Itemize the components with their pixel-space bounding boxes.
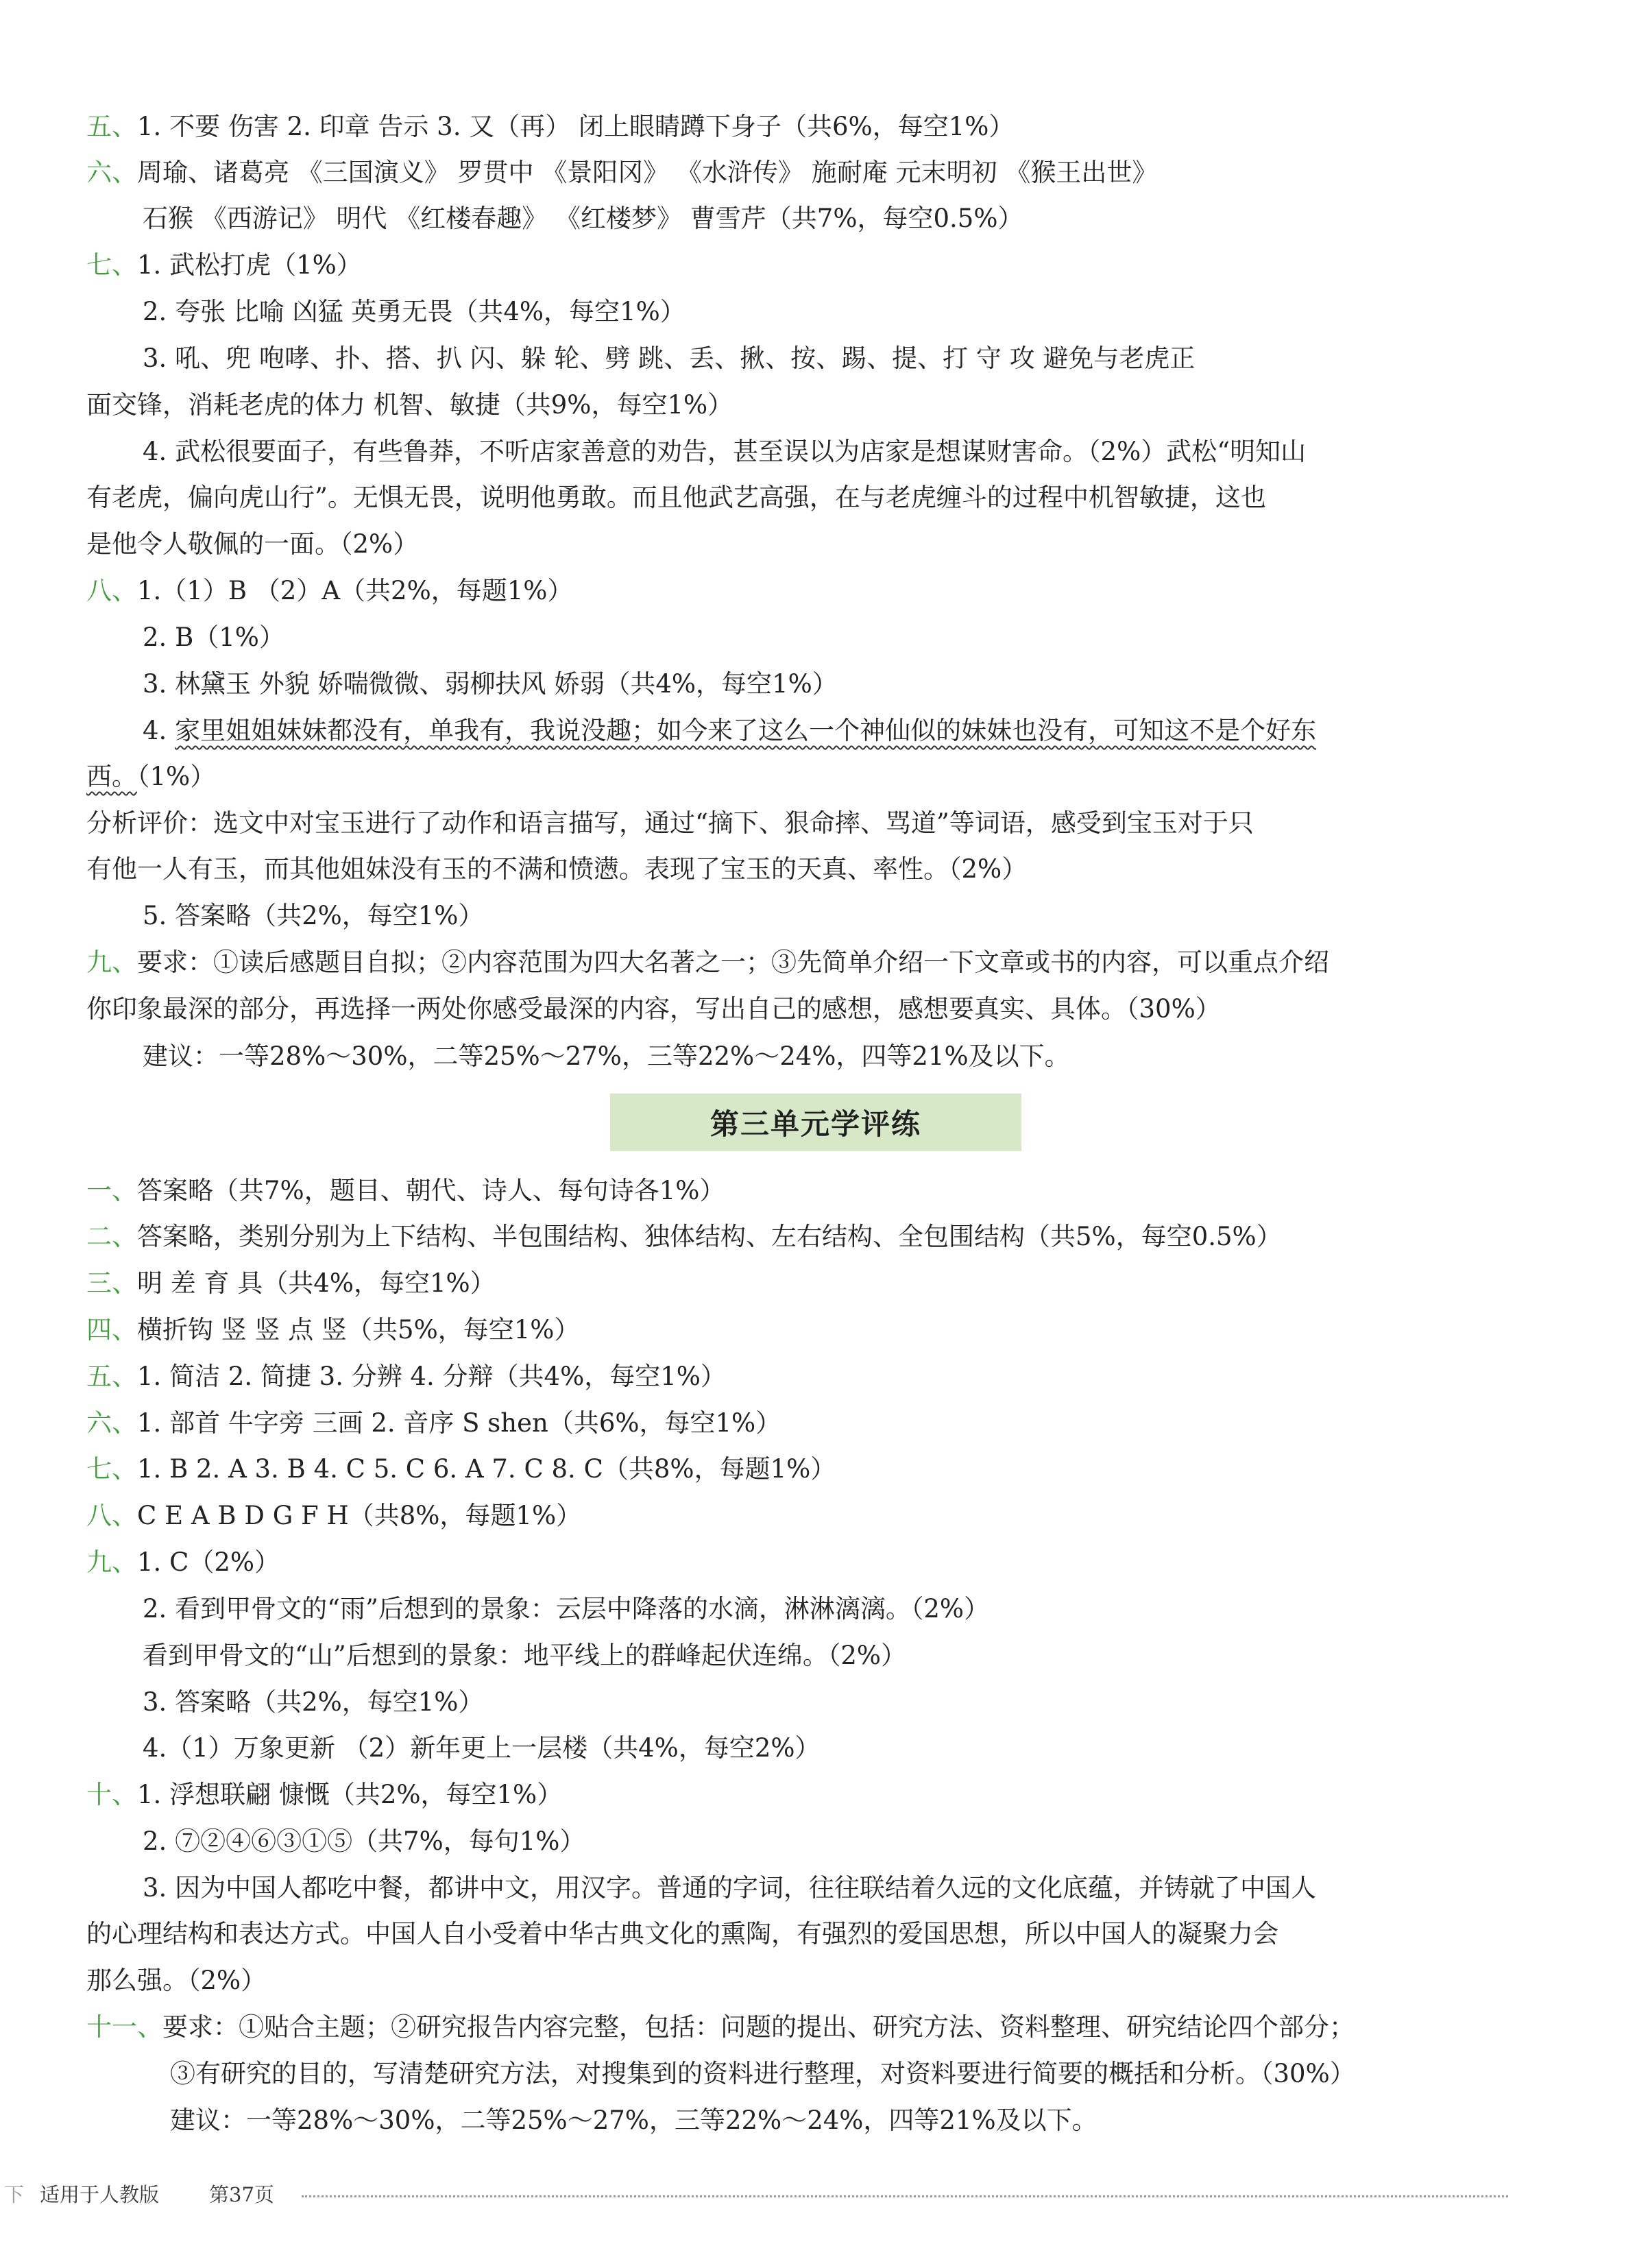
answer-line: 2. B（1%） <box>143 623 284 652</box>
answer-text: 4. <box>143 716 175 745</box>
answer-text: 1. 浮想联翩 慷慨（共2%，每空1%） <box>137 1780 563 1809</box>
answer-line: 3. 林黛玉 外貌 娇喘微微、弱柳扶风 娇弱（共4%，每空1%） <box>143 669 838 699</box>
item-number: 六、 <box>86 158 137 187</box>
item-number: 一、 <box>86 1176 137 1205</box>
answer-text: 答案略（共7%，题目、朝代、诗人、每句诗各1%） <box>137 1176 725 1205</box>
answer-text: 答案略，类别分别为上下结构、半包围结构、独体结构、左右结构、全包围结构（共5%，每空0.5%） <box>137 1222 1282 1251</box>
answer-line <box>86 1221 1282 1253</box>
item-number: 九、 <box>86 1547 137 1577</box>
item-number: 五、 <box>86 1362 137 1391</box>
item-number: 七、 <box>86 1454 137 1484</box>
answer-line <box>86 157 1157 189</box>
answer-text: 1. C（2%） <box>137 1547 280 1577</box>
page-number: 第37页 <box>209 2183 274 2206</box>
answer-line <box>86 2012 1355 2043</box>
answer-text: 1. 武松打虎（1%） <box>137 250 362 280</box>
answer-line <box>86 1408 781 1439</box>
answer-line <box>143 715 1316 747</box>
answer-text: 1. 部首 牛字旁 三画 2. 音序 S shen（共6%，每空1%） <box>137 1408 781 1438</box>
answer-line: 4.（1）万象更新 （2）新年更上一层楼（共4%，每空2%） <box>143 1733 821 1763</box>
answer-line: 有他一人有玉，而其他姐妹没有玉的不满和愤懑。表现了宝玉的天真、率性。（2%） <box>86 854 1028 884</box>
answer-line <box>86 1361 726 1392</box>
answer-line: 建议：一等28%～30%，二等25%～27%，三等22%～24%，四等21%及以下。 <box>143 1041 1070 1071</box>
answer-text: 1. 简洁 2. 简捷 3. 分辨 4. 分辩（共4%，每空1%） <box>137 1362 726 1391</box>
underlined-quote: 西。 <box>86 762 137 791</box>
item-number: 八、 <box>86 1501 137 1530</box>
item-number: 七、 <box>86 250 137 280</box>
answer-text: C E A B D G F H（共8%，每题1%） <box>137 1501 582 1530</box>
answer-line: ③有研究的目的，写清楚研究方法，对搜集到的资料进行整理，对资料要进行简要的概括和分析。（30%） <box>170 2059 1355 2088</box>
answer-line: 的心理结构和表达方式。中国人自小受着中华古典文化的熏陶，有强烈的爱国思想，所以中国人的凝聚力会 <box>86 1919 1278 1949</box>
answer-text: 明 差 育 具（共4%，每空1%） <box>137 1268 496 1298</box>
answer-text: 要求：①读后感题目自拟；②内容范围为四大名著之一；③先简单介绍一下文章或书的内容，可以重点介绍 <box>137 948 1329 977</box>
answer-line: 4. 武松很要面子，有些鲁莽，不听店家善意的劝告，甚至误以为店家是想谋财害命。（2%）武松“明知山 <box>143 437 1307 466</box>
item-number: 九、 <box>86 948 137 977</box>
answer-line <box>86 1175 725 1207</box>
answer-line <box>86 1779 562 1811</box>
answer-text: 周瑜、诸葛亮 《三国演义》 罗贯中 《景阳冈》 《水浒传》 施耐庵 元末明初 《猴王出世》 <box>137 158 1158 187</box>
item-number: 四、 <box>86 1315 137 1344</box>
answer-line <box>86 111 1014 143</box>
answer-line <box>86 1500 581 1532</box>
item-number: 五、 <box>86 112 137 141</box>
answer-line: 建议：一等28%～30%，二等25%～27%，三等22%～24%，四等21%及以下。 <box>170 2106 1097 2135</box>
answer-line <box>86 947 1329 978</box>
answer-line: 面交锋，消耗老虎的体力 机智、敏捷（共9%，每空1%） <box>86 390 733 420</box>
answer-line <box>86 1547 280 1578</box>
answer-line: 你印象最深的部分，再选择一两处你感受最深的内容，写出自己的感想，感想要真实、具体。（30%） <box>86 994 1221 1024</box>
answer-line: 3. 答案略（共2%，每空1%） <box>143 1687 484 1717</box>
answer-text: 1.（1）B （2）A（共2%，每题1%） <box>137 576 573 605</box>
answer-text: 1. B 2. A 3. B 4. C 5. C 6. A 7. C 8. C（共8%，每题1%） <box>137 1454 836 1484</box>
answer-line: 2. ⑦②④⑥③①⑤（共7%，每句1%） <box>143 1826 585 1856</box>
answer-line <box>86 250 362 281</box>
answer-line: 看到甲骨文的“山”后想到的景象：地平线上的群峰起伏连绵。（2%） <box>143 1641 907 1670</box>
answer-line: 2. 看到甲骨文的“雨”后想到的景象：云层中降落的水滴，淋淋漓漓。（2%） <box>143 1594 990 1624</box>
unit-title: 第三单元学评练 <box>610 1094 1021 1151</box>
answer-text: 要求：①贴合主题；②研究报告内容完整，包括：问题的提出、研究方法、资料整理、研究结论四个部分； <box>162 2012 1355 2042</box>
answer-line: 石猴 《西游记》 明代 《红楼春趣》 《红楼梦》 曹雪芹（共7%，每空0.5%） <box>143 204 1023 233</box>
answer-line: 那么强。（2%） <box>86 1966 267 1995</box>
answer-line: 是他令人敬佩的一面。（2%） <box>86 529 419 559</box>
item-number: 八、 <box>86 576 137 605</box>
answer-line <box>86 761 215 793</box>
answer-line: 分析评价：选文中对宝玉进行了动作和语言描写，通过“摘下、狠命摔、骂道”等词语，感受到宝玉对于只 <box>86 808 1254 838</box>
answer-line <box>86 1314 579 1346</box>
answer-line <box>86 1453 836 1485</box>
answer-line: 2. 夸张 比喻 凶猛 英勇无畏（共4%，每空1%） <box>143 297 686 326</box>
item-number: 十一、 <box>86 2012 162 2042</box>
item-number: 六、 <box>86 1408 137 1438</box>
item-number: 十、 <box>86 1780 137 1809</box>
underlined-quote: 家里姐姐妹妹都没有，单我有，我说没趣；如今来了这么一个神仙似的妹妹也没有，可知这不是个好东 <box>175 716 1317 745</box>
answer-line: 有老虎，偏向虎山行”。无惧无畏，说明他勇敢。而且他武艺高强，在与老虎缠斗的过程中机智敏捷，这也 <box>86 483 1266 512</box>
answer-text: 横折钩 竖 竖 点 竖（共5%，每空1%） <box>137 1315 580 1344</box>
answer-line <box>86 575 572 607</box>
answer-text: （1%） <box>137 762 216 791</box>
page-footer <box>0 2179 1650 2210</box>
answer-line <box>86 1268 496 1299</box>
item-number: 三、 <box>86 1268 137 1298</box>
edition-label: 适用于人教版 <box>40 2183 160 2206</box>
answer-text: 1. 不要 伤害 2. 印章 告示 3. 又（再） 闭上眼睛蹲下身子（共6%，每空1%） <box>137 112 1015 141</box>
answer-line: 5. 答案略（共2%，每空1%） <box>143 901 484 930</box>
answer-line: 3. 吼、兜 咆哮、扑、搭、扒 闪、躲 轮、劈 跳、丢、揪、按、踢、提、打 守 攻 避免与老虎正 <box>143 343 1196 373</box>
footer-divider <box>302 2195 1508 2197</box>
footer-mark: 下 <box>4 2183 25 2206</box>
answer-line: 3. 因为中国人都吃中餐，都讲中文，用汉字。普通的字词，往往联结着久远的文化底蕴，并铸就了中国人 <box>143 1873 1317 1903</box>
item-number: 二、 <box>86 1222 137 1251</box>
